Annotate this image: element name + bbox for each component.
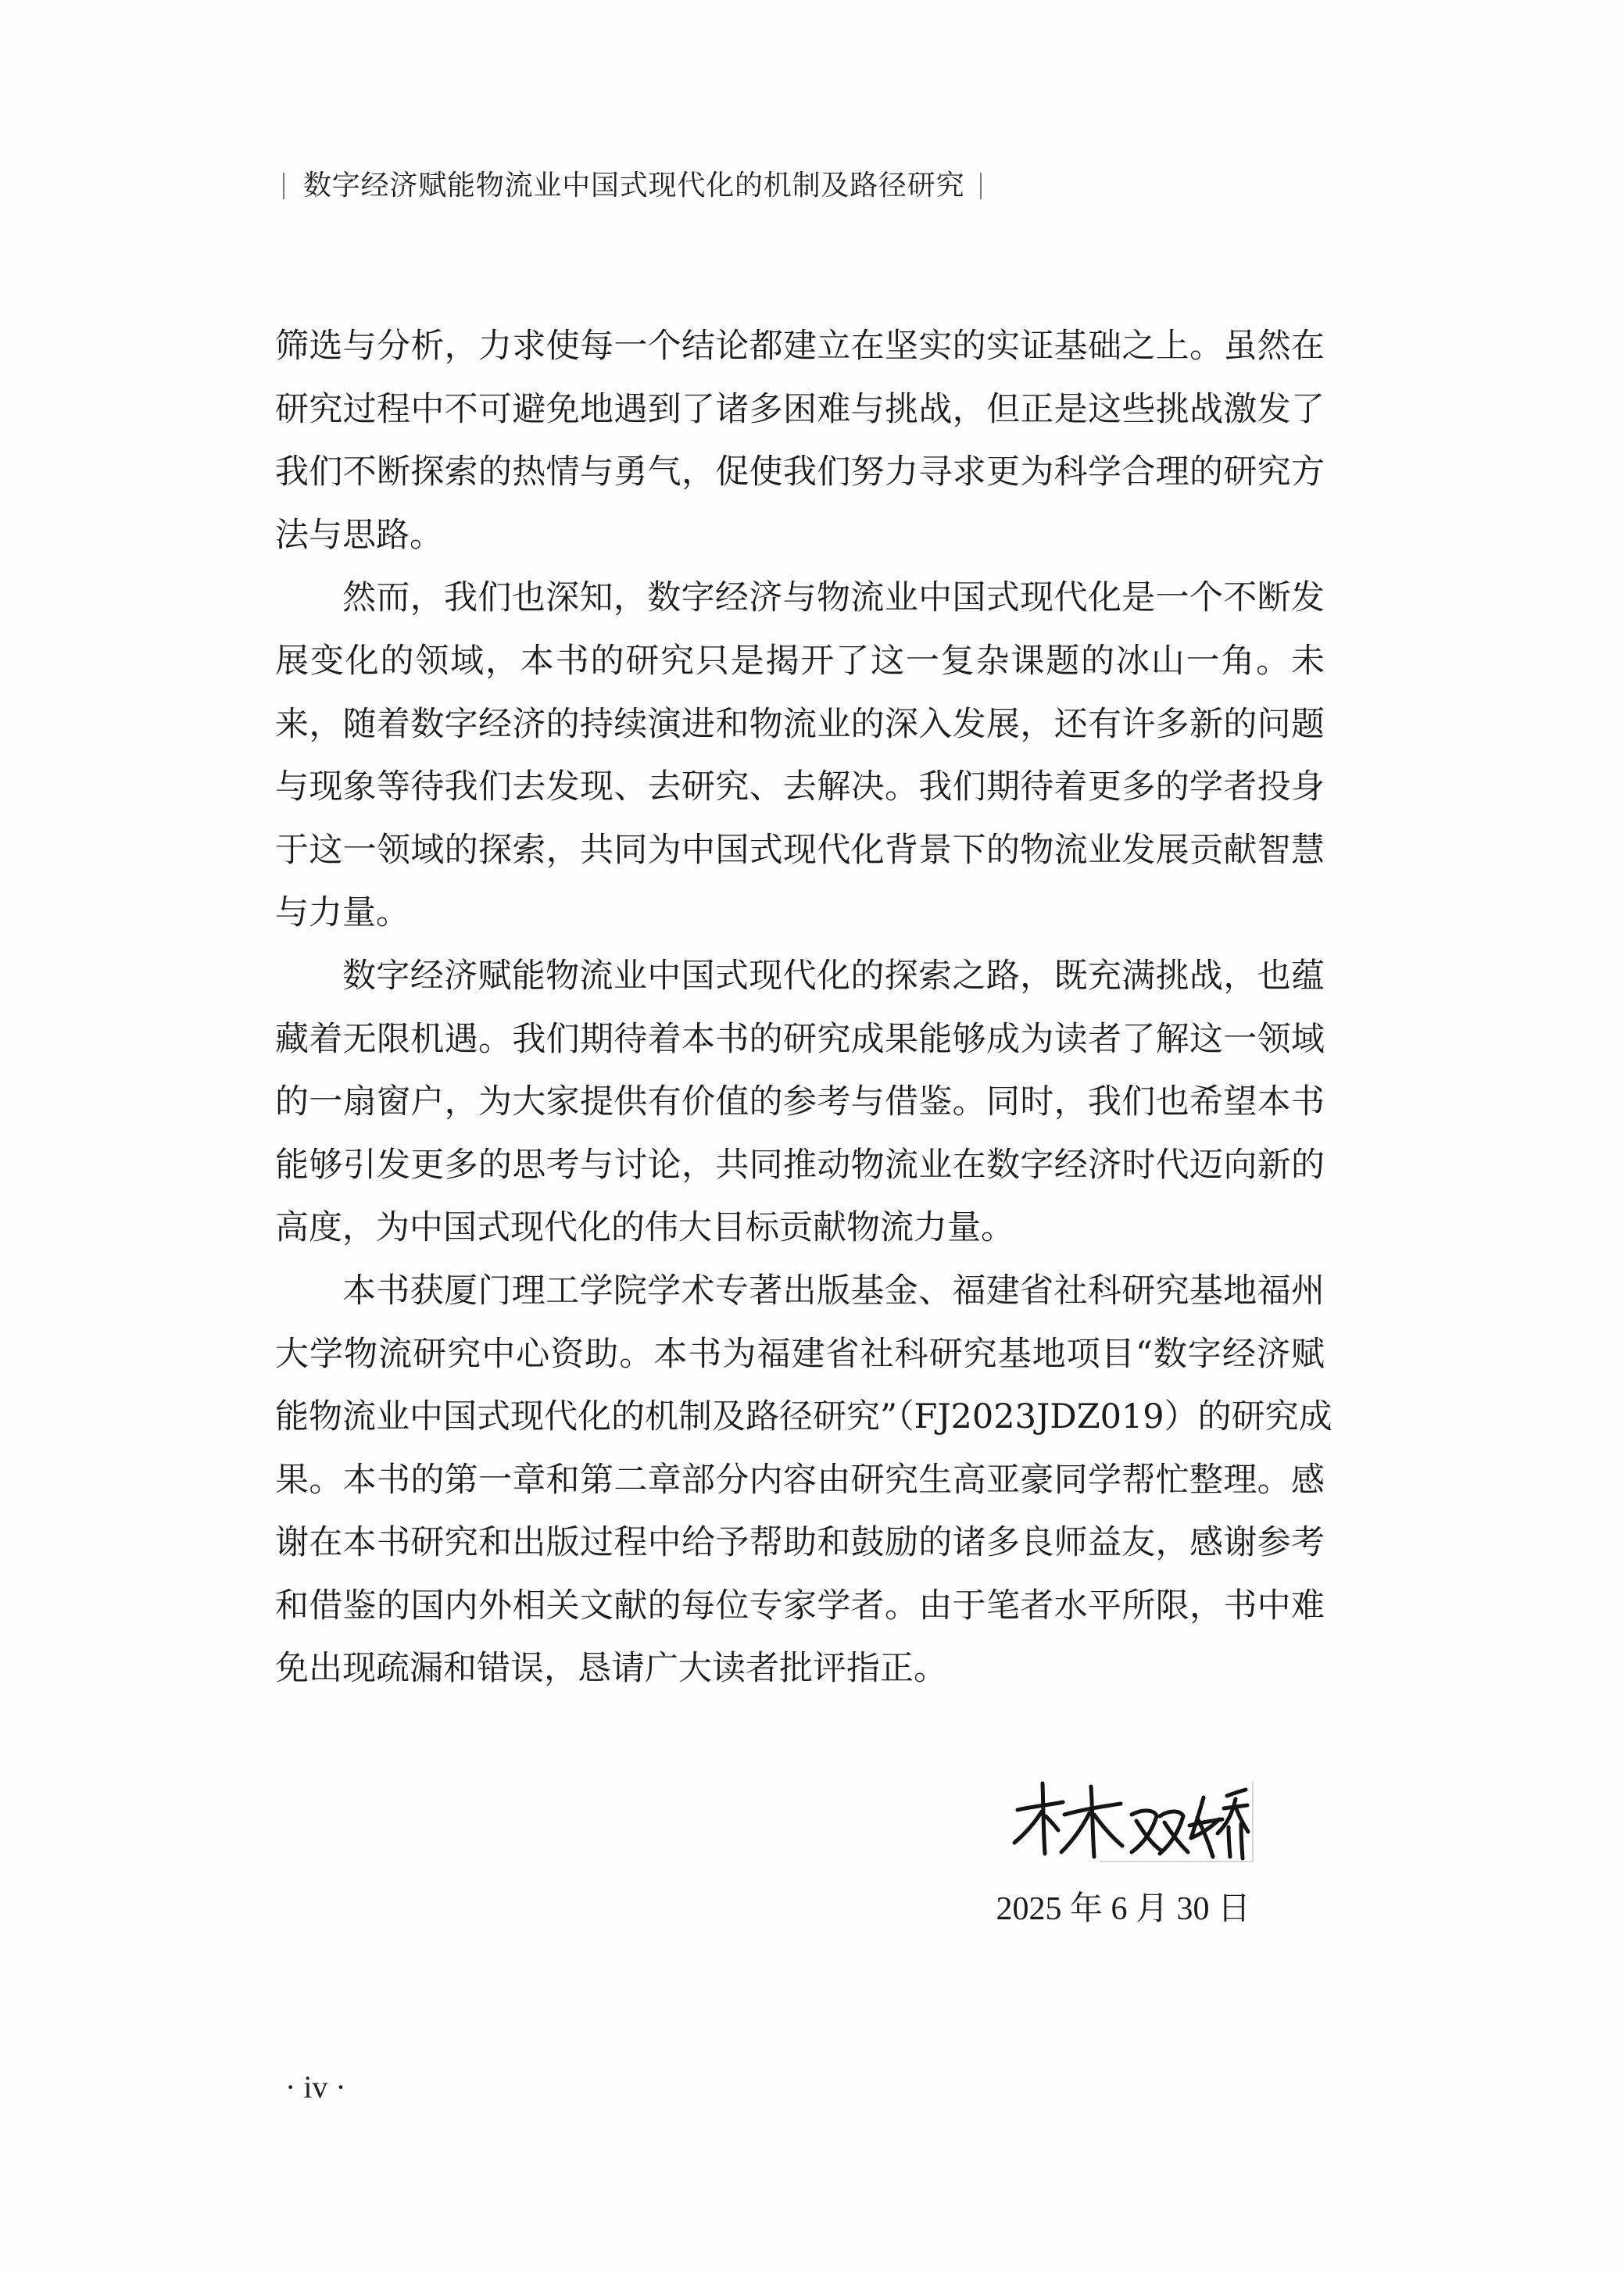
signature-stroke	[1014, 1811, 1042, 1843]
text-line: 和借鉴的国内外相关文献的每位专家学者。由于笔者水平所限，书中难	[275, 1586, 1325, 1625]
signature-stroke	[1018, 1802, 1063, 1810]
text-line: 能够引发更多的思考与讨论，共同推动物流业在数字经济时代迈向新的	[275, 1145, 1325, 1185]
paragraph	[275, 567, 1325, 945]
signature-stroke	[1043, 1783, 1045, 1854]
text-line: 本书获厦门理工学院学术专著出版基金、福建省社科研究基地福州	[342, 1271, 1325, 1311]
signing-date: 2025 年 6 月 30 日	[996, 1891, 1250, 1927]
page-number: · iv ·	[285, 2069, 346, 2105]
text-line: 果。本书的第一章和第二章部分内容由研究生高亚豪同学帮忙整理。感	[275, 1460, 1325, 1500]
signature-stroke	[1227, 1790, 1246, 1796]
text-line: 与现象等待我们去发现、去研究、去解决。我们期待着更多的学者投身	[275, 767, 1325, 807]
text-line: 的一扇窗户，为大家提供有价值的参考与借鉴。同时，我们也希望本书	[275, 1082, 1325, 1122]
text-line: 免出现疏漏和错误，恳请广大读者批评指正。	[275, 1649, 947, 1689]
text-line: 谢在本书研究和出版过程中给予帮助和鼓励的诸多良师益友，感谢参考	[275, 1523, 1325, 1563]
text-line: 于这一领域的探索，共同为中国式现代化背景下的物流业发展贡献智慧	[275, 830, 1325, 870]
signature-image	[1007, 1776, 1257, 1865]
running-header	[283, 170, 982, 202]
signature-stroke	[1094, 1815, 1122, 1846]
paragraph	[275, 315, 1325, 567]
body-text	[275, 315, 1332, 1701]
text-line: 筛选与分析，力求使每一个结论都建立在坚实的实证基础之上。虽然在	[275, 327, 1325, 366]
text-line: 法与思路。	[275, 515, 443, 555]
text-line: 与力量。	[275, 893, 410, 933]
paragraph	[275, 1260, 1332, 1701]
signature-stroke	[1218, 1799, 1236, 1833]
text-line: 然而，我们也深知，数字经济与物流业中国式现代化是一个不断发	[342, 578, 1325, 618]
text-line: 我们不断探索的热情与勇气，促使我们努力寻求更为科学合理的研究方	[275, 452, 1325, 492]
header-bar-left	[283, 173, 284, 199]
signature-stroke	[1241, 1824, 1243, 1858]
header-bar-right	[980, 173, 982, 199]
paragraph	[275, 945, 1325, 1260]
text-line: 大学物流研究中心资助。本书为福建省社科研究基地项目“数字经济赋	[275, 1334, 1325, 1374]
signature-stroke	[1046, 1816, 1058, 1830]
text-line: 高度，为中国式现代化的伟大目标贡献物流力量。	[275, 1208, 1014, 1248]
text-line: 藏着无限机遇。我们期待着本书的研究成果能够成为读者了解这一领域	[275, 1019, 1325, 1059]
signature-stroke	[1091, 1786, 1094, 1857]
text-line: 研究过程中不可避免地遇到了诸多困难与挑战，但正是这些挑战激发了	[275, 389, 1325, 429]
header-title: 数字经济赋能物流业中国式现代化的机制及路径研究	[303, 170, 965, 202]
text-line: 能物流业中国式现代化的机制及路径研究”（FJ2023JDZ019）的研究成	[275, 1397, 1332, 1437]
signature-stroke	[1061, 1813, 1089, 1852]
text-line: 来，随着数字经济的持续演进和物流业的深入发展，还有许多新的问题	[275, 704, 1325, 744]
signature-stroke	[1229, 1827, 1230, 1857]
text-line: 数字经济赋能物流业中国式现代化的探索之路，既充满挑战，也蕴	[342, 956, 1325, 996]
text-line: 展变化的领域，本书的研究只是揭开了这一复杂课题的冰山一角。未	[275, 641, 1325, 681]
